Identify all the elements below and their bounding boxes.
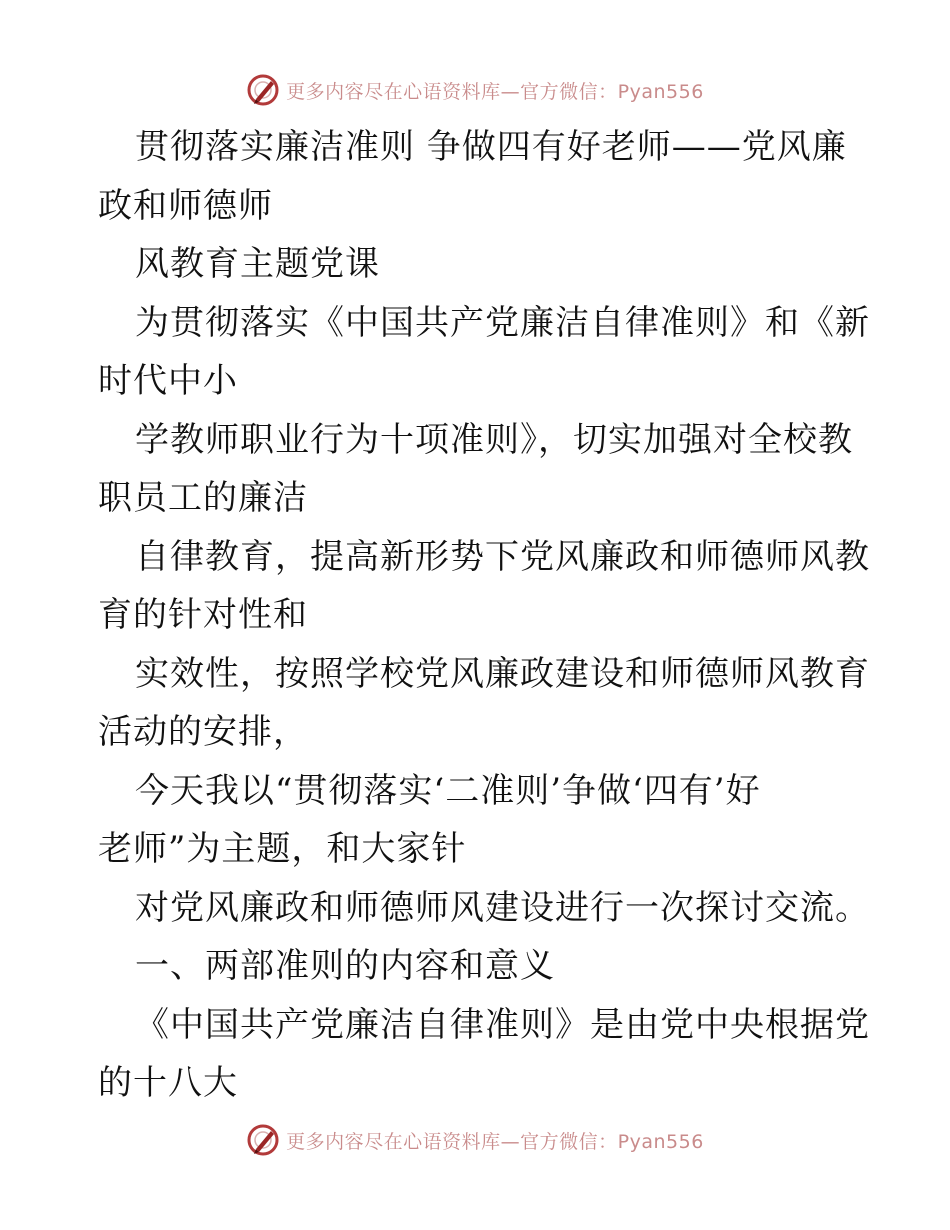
text-line: 育的针对性和 — [98, 595, 308, 635]
text-line: 《中国共产党廉洁自律准则》是由党中央根据党 — [135, 1004, 870, 1045]
header-watermark — [0, 70, 950, 110]
text-line: 政和师德师 — [98, 185, 273, 226]
text-line: 学教师职业行为十项准则》，切实加强对全校教 — [135, 419, 853, 460]
watermark-text: 更多内容尽在心语资料库—官方微信：Pyan556 — [286, 1130, 704, 1153]
pen-logo-icon — [246, 73, 280, 107]
pen-logo-icon — [246, 1123, 280, 1157]
text-line: 对党风廉政和师德师风建设进行一次探讨交流。 — [135, 887, 870, 928]
document-body — [98, 118, 870, 1113]
text-line: 为贯彻落实《中国共产党廉洁自律准则》和《新 — [135, 302, 870, 343]
text-line: 职员工的廉洁 — [98, 478, 308, 518]
text-line: 时代中小 — [98, 361, 238, 401]
text-line: 贯彻落实廉洁准则 争做四有好老师——党风廉 — [135, 127, 847, 167]
text-line: 的十八大 — [98, 1063, 238, 1103]
text-line: 老师”为主题，和大家针 — [98, 829, 467, 869]
section-heading: 一、两部准则的内容和意义 — [135, 946, 555, 986]
footer-watermark — [0, 1120, 950, 1160]
watermark-text: 更多内容尽在心语资料库—官方微信：Pyan556 — [286, 80, 704, 103]
text-line: 自律教育，提高新形势下党风廉政和师德师风教 — [135, 536, 870, 577]
text-line: 今天我以“贯彻落实‘二准则’争做‘四有’好 — [135, 770, 761, 811]
text-line: 实效性，按照学校党风廉政建设和师德师风教育 — [135, 653, 870, 694]
text-line: 活动的安排， — [98, 712, 308, 752]
text-line: 风教育主题党课 — [135, 244, 380, 284]
